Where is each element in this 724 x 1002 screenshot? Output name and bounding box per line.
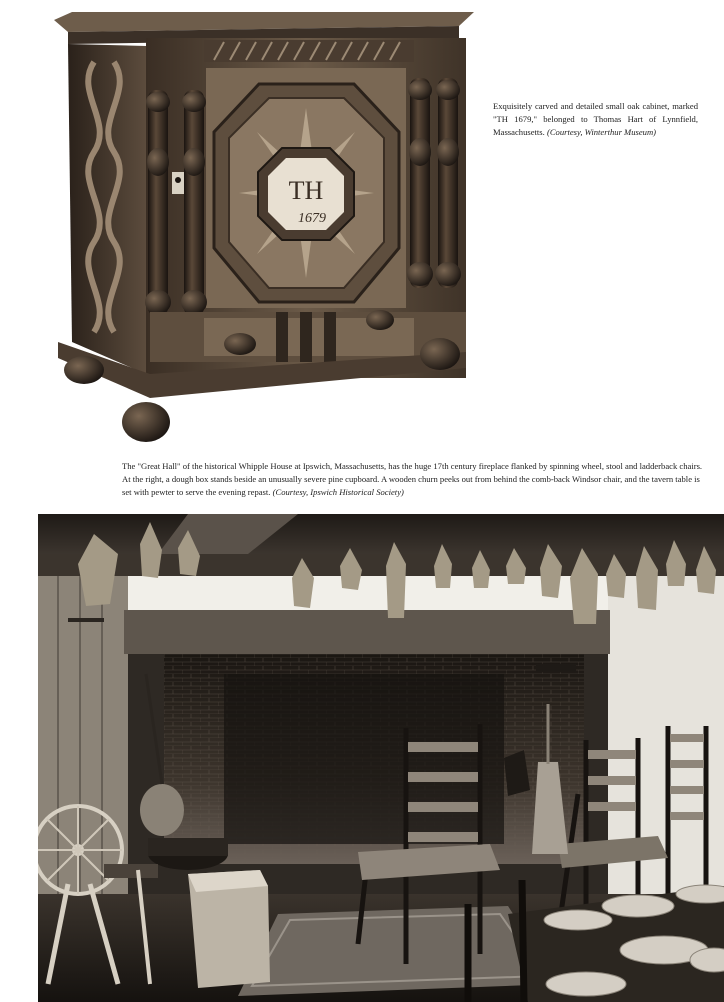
cabinet-caption-credit: (Courtesy, Winterthur Museum): [546, 127, 657, 137]
bun-foot: [420, 338, 460, 370]
mantel-beam: [124, 610, 610, 654]
carved-year: 1679: [298, 211, 326, 226]
great-hall-photo: [38, 514, 724, 1002]
cabinet-photo: [54, 12, 476, 446]
great-hall-caption-credit: (Courtesy, Ipswich Historical Society): [272, 487, 404, 497]
drawer-knob-left: [224, 333, 256, 355]
carved-initials: TH: [288, 176, 324, 205]
cabinet-caption-text: Exquisitely carved and detailed small oak cabinet, marked "TH 1679," belonged to Thomas Hart of Lynnfield, Massachusetts.: [493, 101, 698, 137]
cabinet-side-panel: [68, 44, 146, 374]
board-door: [38, 576, 128, 906]
drawer-knob-right: [366, 310, 394, 330]
warming-pan: [140, 784, 184, 836]
great-hall-caption-text: The "Great Hall" of the historical Whipple House at Ipswich, Massachusetts, has the huge 17th century fireplace flanked by spinning wheel, stool and ladderback chairs. At the right, a dough box stands beside an unusually severe pine cupboard. A wooden churn peeks out from behind the comb-back Windsor chair, and the tavern table is set with pewter to serve the evening repast.: [122, 461, 703, 497]
bun-foot: [122, 402, 170, 442]
cabinet-caption: [493, 100, 698, 139]
great-hall-caption: [122, 460, 710, 499]
bun-foot: [64, 356, 104, 384]
plaster-wall: [128, 576, 608, 612]
